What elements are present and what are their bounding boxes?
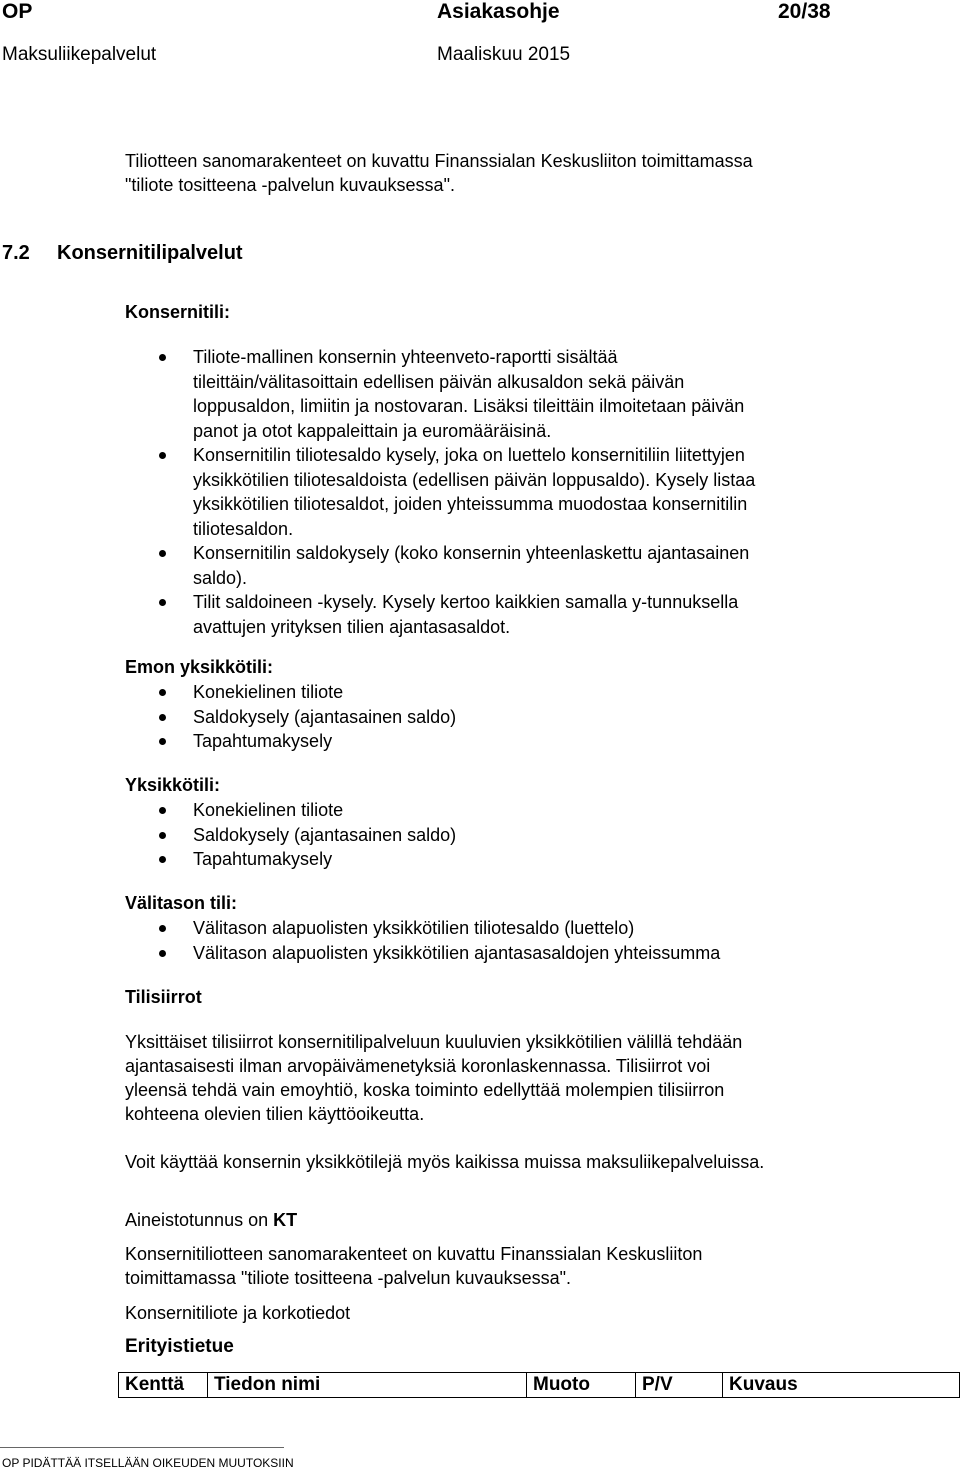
aineistotunnus-line <box>125 1208 297 1232</box>
document-date: Maaliskuu 2015 <box>437 44 571 65</box>
aineistotunnus-label: Aineistotunnus on <box>125 1210 274 1230</box>
list-item: Tapahtumakysely <box>125 847 456 872</box>
list-item: Välitason alapuolisten yksikkötilien tiliotesaldo (luettelo) <box>125 916 720 941</box>
column-header: Tiedon nimi <box>208 1373 527 1398</box>
tilisiirrot-heading: Tilisiirrot <box>125 987 202 1007</box>
tilisiirrot-paragraph <box>125 1030 742 1126</box>
aineistotunnus-code: KT <box>273 1210 298 1230</box>
section-name: Maksuliikepalvelut <box>2 44 157 65</box>
emo-heading: Emon yksikkötili: <box>125 657 274 677</box>
intro-line: Tiliotteen sanomarakenteet on kuvattu Finanssialan Keskusliiton toimittamassa <box>125 151 753 171</box>
paragraph-line: yleensä tehdä vain emoyhtiö, koska toiminto edellyttää molempien tilisiirron <box>125 1080 725 1100</box>
paragraph-line: ajantasaisesti ilman arvopäivämenetyksiä koronlaskennassa. Tilisiirrot voi <box>125 1056 711 1076</box>
list-item: Konekielinen tiliote <box>125 798 456 823</box>
field-table <box>118 1372 960 1398</box>
footer-rule <box>0 1447 284 1448</box>
list-item: Saldokysely (ajantasainen saldo) <box>125 823 456 848</box>
list-item-line: tiliotesaldon. <box>193 518 294 539</box>
list-item <box>125 590 755 639</box>
list-item-line: yksikkötilien tiliotesaldot, joiden yhteissumma muodostaa konsernitilin <box>193 494 748 514</box>
list-item <box>125 541 755 590</box>
valitaso-list <box>125 916 720 965</box>
paragraph-line: kohteena olevien tilien käyttöoikeutta. <box>125 1104 425 1124</box>
column-header: Kuvaus <box>723 1373 960 1398</box>
yksikko-list <box>125 798 456 872</box>
konsernitiliote-subheading <box>125 1301 350 1325</box>
list-item-line: panot ja otot kappaleittain ja euromääräisinä. <box>193 420 552 441</box>
list-item: Tapahtumakysely <box>125 729 456 754</box>
table-header-row <box>119 1373 960 1398</box>
column-header: Muoto <box>527 1373 636 1398</box>
intro-line: "tiliote tositteena -palvelun kuvauksessa". <box>125 175 455 195</box>
konsernitili-heading: Konsernitili: <box>125 302 231 322</box>
emo-list <box>125 680 456 754</box>
list-item-line: avattujen yrityksen tilien ajantasasaldot. <box>193 616 511 637</box>
list-item-line: saldo). <box>193 567 248 588</box>
column-header: P/V <box>636 1373 723 1398</box>
section-title: Konsernitilipalvelut <box>57 242 243 264</box>
list-item-line: Konsernitilin tiliotesaldo kysely, joka on luettelo konsernitiliin liitettyjen <box>193 445 745 465</box>
paragraph-line: Voit käyttää konsernin yksikkötilejä myös kaikissa muissa maksuliikepalveluissa. <box>125 1152 765 1172</box>
valitaso-heading: Välitason tili: <box>125 893 238 913</box>
list-item-line: loppusaldon, limiitin ja nostovaran. Lisäksi tileittäin ilmoitetaan päivän <box>193 396 745 416</box>
intro-paragraph <box>125 149 753 197</box>
paragraph-line: Konsernitiliotteen sanomarakenteet on kuvattu Finanssialan Keskusliiton <box>125 1244 703 1264</box>
aineisto-paragraph <box>125 1242 702 1290</box>
list-item: Konekielinen tiliote <box>125 680 456 705</box>
list-item-line: yksikkötilien tiliotesaldoista (edellisen päivän loppusaldo). Kysely listaa <box>193 469 756 490</box>
erityistietue-heading: Erityistietue <box>125 1336 234 1357</box>
section-number: 7.2 <box>2 242 30 264</box>
list-item-line: Tiliote-mallinen konsernin yhteenveto-raportti sisältää <box>193 347 618 367</box>
list-item-line: Tilit saldoineen -kysely. Kysely kertoo kaikkien samalla y-tunnuksella <box>193 592 739 612</box>
subheading-text: Konsernitiliote ja korkotiedot <box>125 1303 351 1323</box>
document-title: Asiakasohje <box>437 0 560 23</box>
column-header: Kenttä <box>119 1373 208 1398</box>
yksikkotilit-note <box>125 1150 764 1174</box>
list-item: Välitason alapuolisten yksikkötilien ajantasasaldojen yhteissumma <box>125 941 720 966</box>
list-item <box>125 443 755 541</box>
paragraph-line: Yksittäiset tilisiirrot konsernitilipalveluun kuuluvien yksikkötilien välillä tehdään <box>125 1032 743 1052</box>
list-item <box>125 345 755 443</box>
konsernitili-list <box>125 345 755 639</box>
list-item-line: tileittäin/välitasoittain edellisen päivän alkusaldon sekä päivän <box>193 371 685 392</box>
list-item: Saldokysely (ajantasainen saldo) <box>125 705 456 730</box>
footer-text: OP PIDÄTTÄÄ ITSELLÄÄN OIKEUDEN MUUTOKSIIN <box>2 1456 294 1470</box>
paragraph-line: toimittamassa "tiliote tositteena -palvelun kuvauksessa". <box>125 1268 571 1288</box>
page-number: 20/38 <box>778 0 831 23</box>
company-name: OP <box>2 0 33 23</box>
yksikko-heading: Yksikkötili: <box>125 775 221 795</box>
list-item-line: Konsernitilin saldokysely (koko konsernin yhteenlaskettu ajantasainen <box>193 543 750 563</box>
